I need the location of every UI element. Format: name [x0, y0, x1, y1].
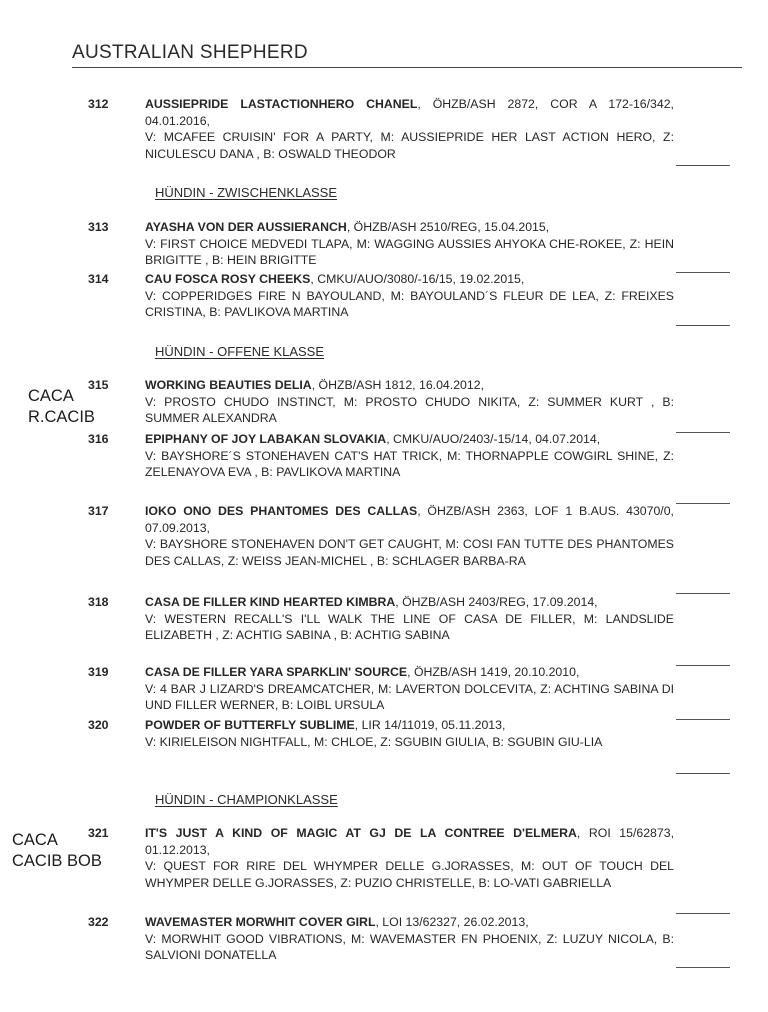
dog-name: CASA DE FILLER YARA SPARKLIN' SOURCE — [145, 665, 408, 679]
pedigree-info: V: 4 BAR J LIZARD'S DREAMCATCHER, M: LAVERTON DOLCEVITA, Z: ACHTING SABINA DI UND FILLER WERNER, B: LOIBL URSULA — [145, 681, 674, 713]
entry-number: 320 — [88, 718, 109, 732]
registration-details: , ÖHZB/ASH 1419, 20.10.2010, — [407, 665, 580, 679]
entry-319 — [88, 664, 674, 714]
entry-number: 315 — [88, 378, 109, 392]
judging-rule — [676, 773, 730, 774]
pedigree-info: V: COPPERIDGES FIRE N BAYOULAND, M: BAYOULAND´S FLEUR DE LEA, Z: FREIXES CRISTINA, B: PAVLIKOVA MARTINA — [145, 288, 674, 320]
title-divider — [72, 67, 742, 68]
pedigree-info: V: BAYSHORE´S STONEHAVEN CAT'S HAT TRICK, M: THORNAPPLE COWGIRL SHINE, Z: ZELENAYOVA EVA , B: PAVLIKOVA MARTINA — [145, 448, 674, 480]
pedigree-info: V: WESTERN RECALL'S I'LL WALK THE LINE OF CASA DE FILLER, M: LANDSLIDE ELIZABETH , Z: ACHTIG SABINA , B: ACHTIG SABINA — [145, 611, 674, 643]
award-line: CACIB BOB — [12, 852, 102, 870]
registration-details: , ÖHZB/ASH 2510/REG, 15.04.2015, — [346, 220, 550, 234]
award-line: CACA — [12, 831, 58, 849]
registration-details: , ÖHZB/ASH 2403/REG, 17.09.2014, — [395, 595, 598, 609]
judging-rule — [676, 272, 730, 273]
award-label — [28, 386, 95, 428]
entry-number: 313 — [88, 220, 109, 234]
section-heading-offene-klasse: HÜNDIN - OFFENE KLASSE — [155, 344, 325, 359]
judging-rule — [676, 325, 730, 326]
pedigree-info: V: BAYSHORE STONEHAVEN DON'T GET CAUGHT, M: COSI FAN TUTTE DES PHANTOMES DES CALLAS, Z: WEISS JEAN-MICHEL , B: SCHLAGER BARBA-RA — [145, 537, 674, 569]
pedigree-info: V: MORWHIT GOOD VIBRATIONS, M: WAVEMASTER FN PHOENIX, Z: LUZUY NICOLA, B: SALVIONI DONATELLA — [145, 931, 674, 963]
entry-313 — [88, 219, 674, 269]
entry-322 — [88, 914, 674, 964]
registration-details: , LOI 13/62327, 26.02.2013, — [375, 915, 529, 929]
dog-name: AYASHA VON DER AUSSIERANCH — [145, 220, 347, 234]
judging-rule — [676, 967, 730, 968]
judging-rule — [676, 913, 730, 914]
entry-number: 318 — [88, 595, 109, 609]
registration-details: , ÖHZB/ASH 2363, LOF 1 B.AUS. 43070/0, 07.09.2013, — [145, 504, 674, 535]
pedigree-info: V: KIRIELEISON NIGHTFALL, M: CHLOE, Z: SGUBIN GIULIA, B: SGUBIN GIU-LIA — [145, 734, 603, 749]
dog-name: AUSSIEPRIDE LASTACTIONHERO CHANEL — [145, 97, 418, 111]
dog-name: POWDER OF BUTTERFLY SUBLIME — [145, 718, 355, 732]
entry-316 — [88, 431, 674, 481]
registration-details: , ROI 15/62873, 01.12.2013, — [145, 826, 674, 857]
dog-name: IOKO ONO DES PHANTOMES DES CALLAS — [145, 504, 418, 518]
entry-number: 322 — [88, 915, 109, 929]
entry-317 — [88, 503, 674, 570]
entry-321 — [88, 825, 674, 892]
judging-rule — [676, 432, 730, 433]
pedigree-info: V: FIRST CHOICE MEDVEDI TLAPA, M: WAGGING AUSSIES AHYOKA CHE-ROKEE, Z: HEIN BRIGITTE , B: HEIN BRIGITTE — [145, 236, 674, 268]
section-heading-zwischenklasse: HÜNDIN - ZWISCHENKLASSE — [155, 185, 338, 200]
dog-name: IT'S JUST A KIND OF MAGIC AT GJ DE LA CONTREE D'ELMERA — [145, 826, 577, 840]
judging-rule — [676, 503, 730, 504]
section-heading-championklasse: HÜNDIN - CHAMPIONKLASSE — [155, 792, 338, 807]
entry-312 — [88, 96, 674, 163]
registration-details: , LIR 14/11019, 05.11.2013, — [354, 718, 506, 732]
entry-number: 314 — [88, 272, 109, 286]
dog-name: CASA DE FILLER KIND HEARTED KIMBRA — [145, 595, 396, 609]
dog-name: CAU FOSCA ROSY CHEEKS — [145, 272, 311, 286]
registration-details: , CMKU/AUO/3080/-16/15, 19.02.2015, — [310, 272, 525, 286]
entry-number: 316 — [88, 432, 109, 446]
registration-details: , ÖHZB/ASH 2872, COR A 172-16/342, 04.01.2016, — [145, 97, 674, 128]
entry-320 — [88, 717, 674, 750]
entry-314 — [88, 271, 674, 321]
page-title: AUSTRALIAN SHEPHERD — [72, 42, 308, 63]
dog-name: EPIPHANY OF JOY LABAKAN SLOVAKIA — [145, 432, 387, 446]
entry-number: 317 — [88, 504, 109, 518]
registration-details: , ÖHZB/ASH 1812, 16.04.2012, — [311, 378, 484, 392]
pedigree-info: V: QUEST FOR RIRE DEL WHYMPER DELLE G.JORASSES, M: OUT OF TOUCH DEL WHYMPER DELLE G.JORASSES, Z: PUZIO CHRISTELLE, B: LO-VATI GABRIELLA — [145, 859, 674, 891]
award-line: CACA — [28, 387, 74, 405]
dog-name: WAVEMASTER MORWHIT COVER GIRL — [145, 915, 376, 929]
pedigree-info: V: PROSTO CHUDO INSTINCT, M: PROSTO CHUDO NIKITA, Z: SUMMER KURT , B: SUMMER ALEXANDRA — [145, 394, 674, 426]
judging-rule — [676, 165, 730, 166]
judging-rule — [676, 719, 730, 720]
entry-315 — [88, 377, 674, 427]
entry-number: 319 — [88, 665, 109, 679]
entry-number: 312 — [88, 97, 109, 111]
entry-318 — [88, 594, 674, 644]
award-line: R.CACIB — [28, 408, 95, 426]
entry-number: 321 — [88, 826, 109, 840]
registration-details: , CMKU/AUO/2403/-15/14, 04.07.2014, — [386, 432, 601, 446]
judging-rule — [676, 665, 730, 666]
judging-rule — [676, 593, 730, 594]
dog-name: WORKING BEAUTIES DELIA — [145, 378, 312, 392]
pedigree-info: V: MCAFEE CRUISIN' FOR A PARTY, M: AUSSIEPRIDE HER LAST ACTION HERO, Z: NICULESCU DANA , B: OSWALD THEODOR — [145, 130, 674, 162]
